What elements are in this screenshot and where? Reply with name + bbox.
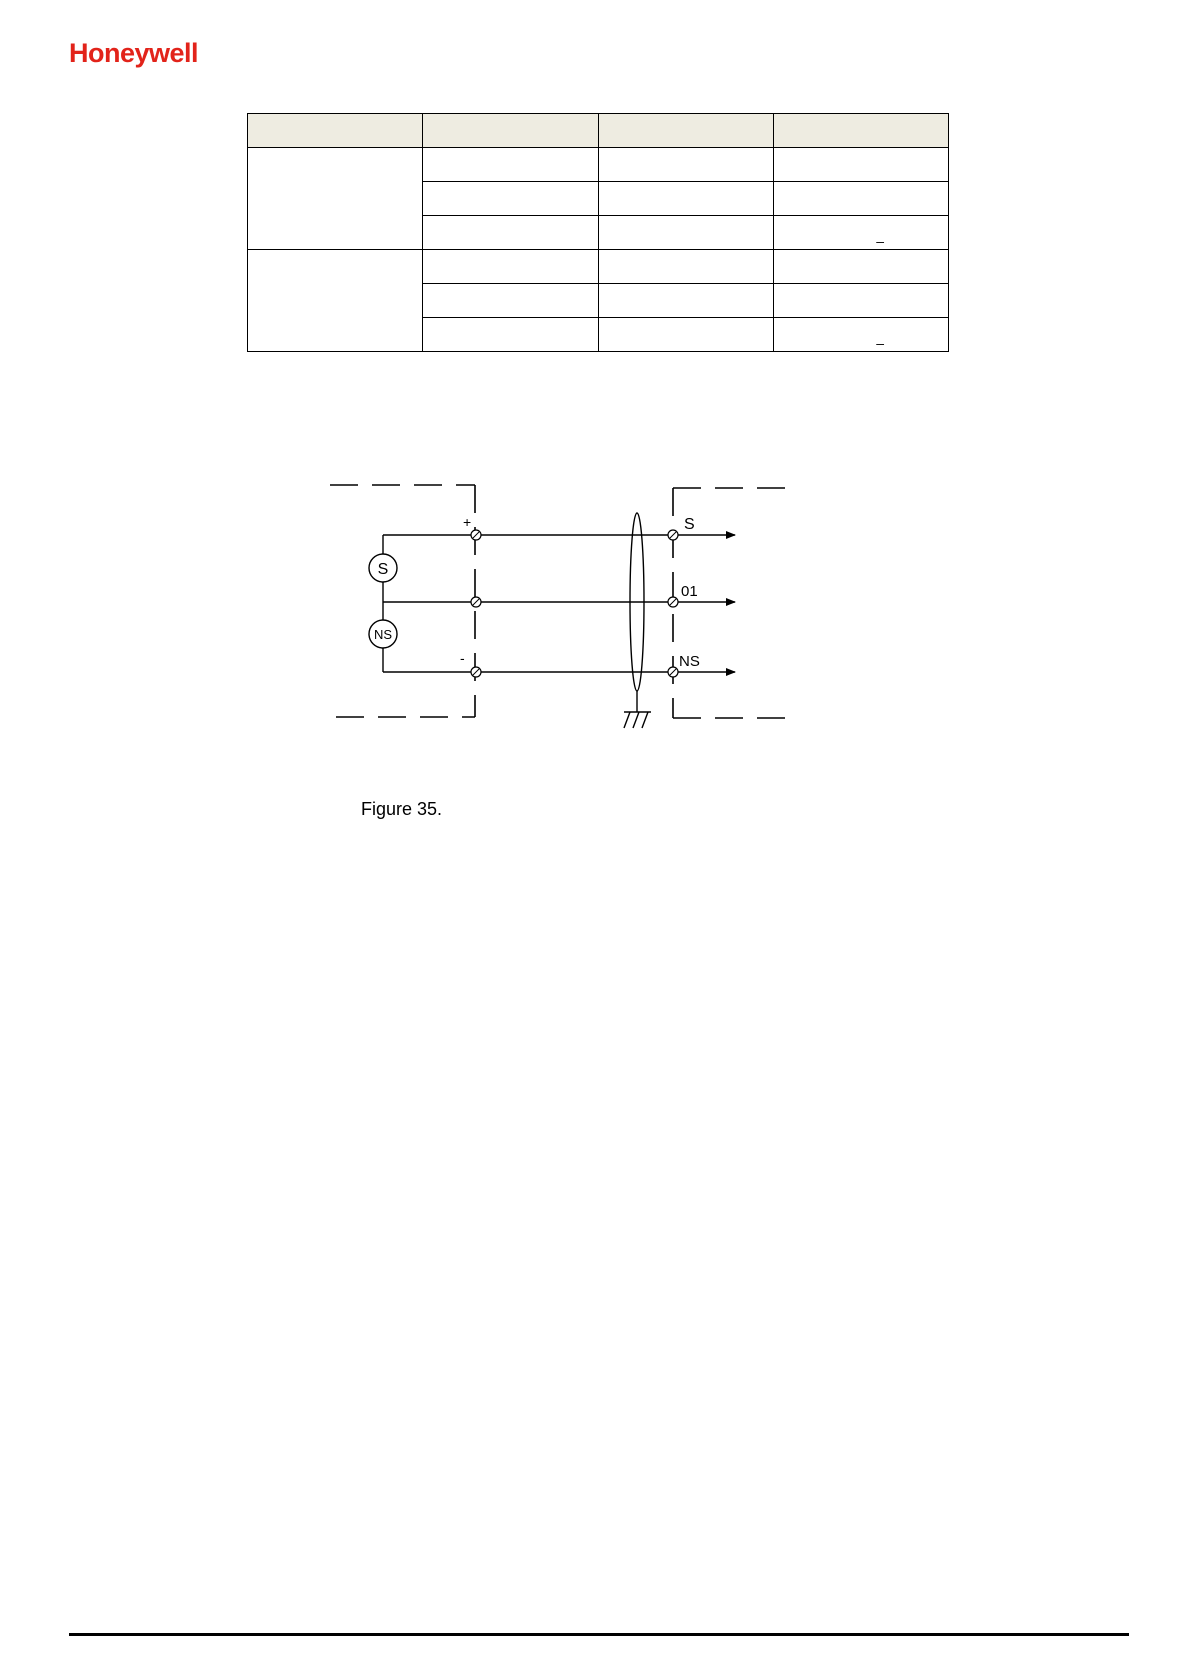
group-label-cell [248, 148, 423, 250]
signal-wires [383, 535, 735, 672]
table-cell [773, 250, 948, 284]
table-cell [423, 148, 598, 182]
table-cell [598, 284, 773, 318]
table-header-cell [598, 114, 773, 148]
table-cell [423, 318, 598, 352]
table-cell [598, 148, 773, 182]
left-enclosure [330, 485, 475, 717]
table-row [248, 250, 949, 284]
table-cell [598, 182, 773, 216]
table-header-cell [423, 114, 598, 148]
table-cell [773, 284, 948, 318]
table-cell [773, 182, 948, 216]
svg-text:S: S [377, 561, 389, 578]
output-ns-label: NS [679, 653, 700, 670]
plus-terminal-label: + [463, 514, 472, 530]
table-header-row [248, 114, 949, 148]
left-terminals [471, 530, 481, 677]
output-01-label: 01 [681, 583, 698, 600]
svg-text:NS: NS [373, 627, 393, 642]
table-cell [598, 318, 773, 352]
figure-caption: Figure 35. [361, 799, 443, 819]
footer-rule [69, 1633, 1129, 1636]
table-cell-dash: – [773, 216, 948, 250]
table-cell [423, 250, 598, 284]
sensor-ns [369, 620, 397, 648]
table-cell [598, 250, 773, 284]
table-cell [598, 216, 773, 250]
sensor-s [369, 554, 397, 582]
table-header-cell [773, 114, 948, 148]
table-cell [423, 284, 598, 318]
table-cell-dash: – [773, 318, 948, 352]
table-cell [423, 182, 598, 216]
table-row [248, 148, 949, 182]
wiring-diagram [320, 475, 800, 730]
spec-table [247, 113, 949, 352]
minus-terminal-label: - [460, 650, 465, 666]
group-label-cell [248, 250, 423, 352]
table-header-cell [248, 114, 423, 148]
ground-icon [624, 712, 651, 728]
honeywell-logo: Honeywell [69, 38, 199, 68]
output-s-label: S [684, 516, 695, 533]
table-cell [423, 216, 598, 250]
table-cell [773, 148, 948, 182]
